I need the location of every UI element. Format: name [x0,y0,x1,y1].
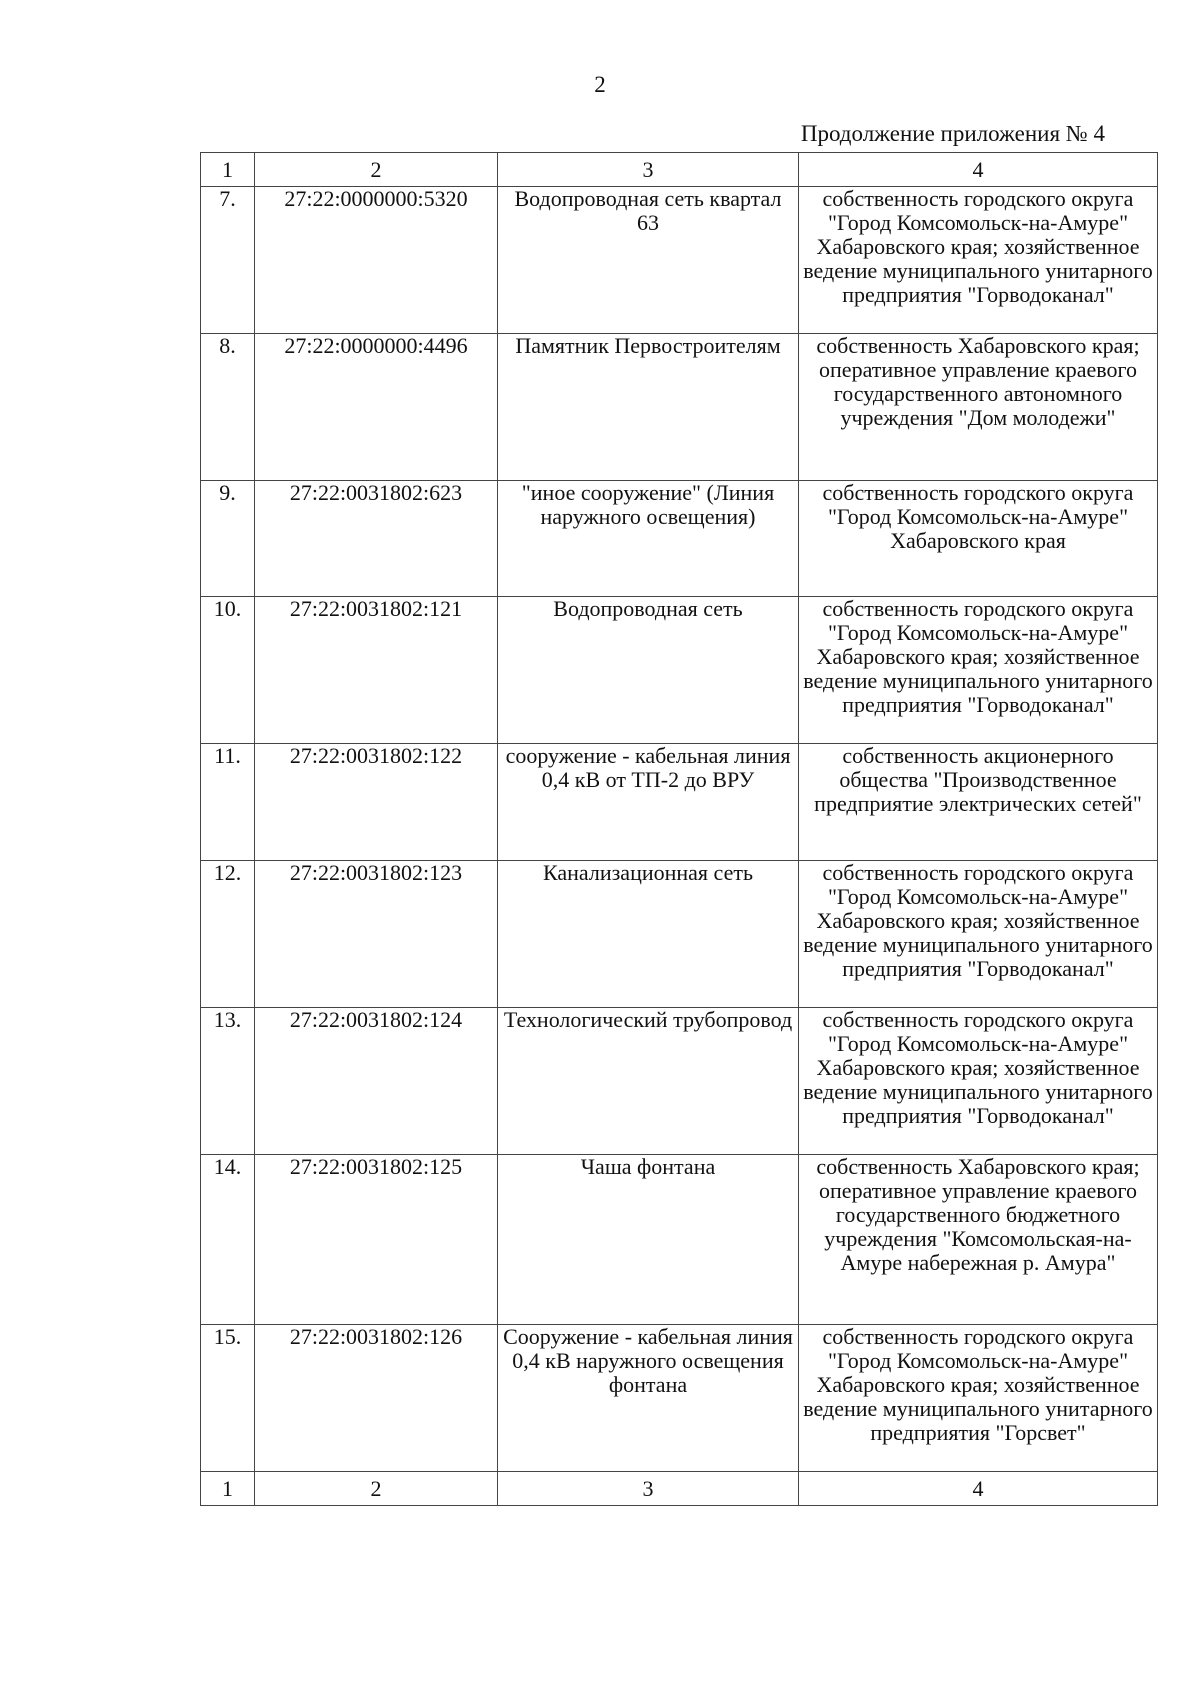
object-name: Памятник Первостроителям [498,334,799,481]
table-row [201,597,1158,744]
object-name: Водопроводная сеть [498,597,799,744]
row-number: 15. [201,1325,255,1472]
table-row [201,334,1158,481]
owner-info: собственность Хабаровского края; оперативное управление краевого государственного бюджетного учреждения "Комсомольская-на-Амуре набережная р. Амура" [799,1155,1158,1325]
table-row [201,1008,1158,1155]
table-row [201,481,1158,597]
table-row [201,187,1158,334]
row-number: 11. [201,744,255,861]
object-name: "иное сооружение" (Линия наружного освещения) [498,481,799,597]
owner-info: собственность городского округа "Город Комсомольск-на-Амуре" Хабаровского края; хозяйственное ведение муниципального унитарного предприятия "Горводоканал" [799,597,1158,744]
owner-info: собственность Хабаровского края; оперативное управление краевого государственного автономного учреждения "Дом молодежи" [799,334,1158,481]
row-number: 8. [201,334,255,481]
header-cell: 2 [255,153,498,187]
owner-info: собственность городского округа "Город Комсомольск-на-Амуре" Хабаровского края; хозяйственное ведение муниципального унитарного предприятия "Горсвет" [799,1325,1158,1472]
object-name: Сооружение - кабельная линия 0,4 кВ наружного освещения фонтана [498,1325,799,1472]
owner-info: собственность городского округа "Город Комсомольск-на-Амуре" Хабаровского края [799,481,1158,597]
table-header-row [201,153,1158,187]
footer-cell: 1 [201,1472,255,1506]
owner-info: собственность акционерного общества "Производственное предприятие электрических сетей" [799,744,1158,861]
header-cell: 4 [799,153,1158,187]
footer-cell: 4 [799,1472,1158,1506]
cadastral-number: 27:22:0031802:123 [255,861,498,1008]
cadastral-number: 27:22:0000000:5320 [255,187,498,334]
table-row [201,1155,1158,1325]
row-number: 9. [201,481,255,597]
row-number: 12. [201,861,255,1008]
table-footer-row [201,1472,1158,1506]
header-cell: 1 [201,153,255,187]
owner-info: собственность городского округа "Город Комсомольск-на-Амуре" Хабаровского края; хозяйственное ведение муниципального унитарного предприятия "Горводоканал" [799,187,1158,334]
footer-cell: 2 [255,1472,498,1506]
footer-cell: 3 [498,1472,799,1506]
cadastral-number: 27:22:0000000:4496 [255,334,498,481]
object-name: Чаша фонтана [498,1155,799,1325]
header-cell: 3 [498,153,799,187]
appendix-table [200,152,1158,1506]
object-name: Канализационная сеть [498,861,799,1008]
owner-info: собственность городского округа "Город Комсомольск-на-Амуре" Хабаровского края; хозяйственное ведение муниципального унитарного предприятия "Горводоканал" [799,1008,1158,1155]
row-number: 7. [201,187,255,334]
row-number: 13. [201,1008,255,1155]
cadastral-number: 27:22:0031802:126 [255,1325,498,1472]
cadastral-number: 27:22:0031802:125 [255,1155,498,1325]
table-row [201,744,1158,861]
row-number: 14. [201,1155,255,1325]
object-name: сооружение - кабельная линия 0,4 кВ от ТП-2 до ВРУ [498,744,799,861]
object-name: Технологический трубопровод [498,1008,799,1155]
table-row [201,861,1158,1008]
page-number: 2 [594,72,606,97]
cadastral-number: 27:22:0031802:623 [255,481,498,597]
object-name: Водопроводная сеть квартал 63 [498,187,799,334]
owner-info: собственность городского округа "Город Комсомольск-на-Амуре" Хабаровского края; хозяйственное ведение муниципального унитарного предприятия "Горводоканал" [799,861,1158,1008]
continuation-label: Продолжение приложения № 4 [800,121,1105,146]
cadastral-number: 27:22:0031802:121 [255,597,498,744]
cadastral-number: 27:22:0031802:124 [255,1008,498,1155]
table-row [201,1325,1158,1472]
row-number: 10. [201,597,255,744]
cadastral-number: 27:22:0031802:122 [255,744,498,861]
